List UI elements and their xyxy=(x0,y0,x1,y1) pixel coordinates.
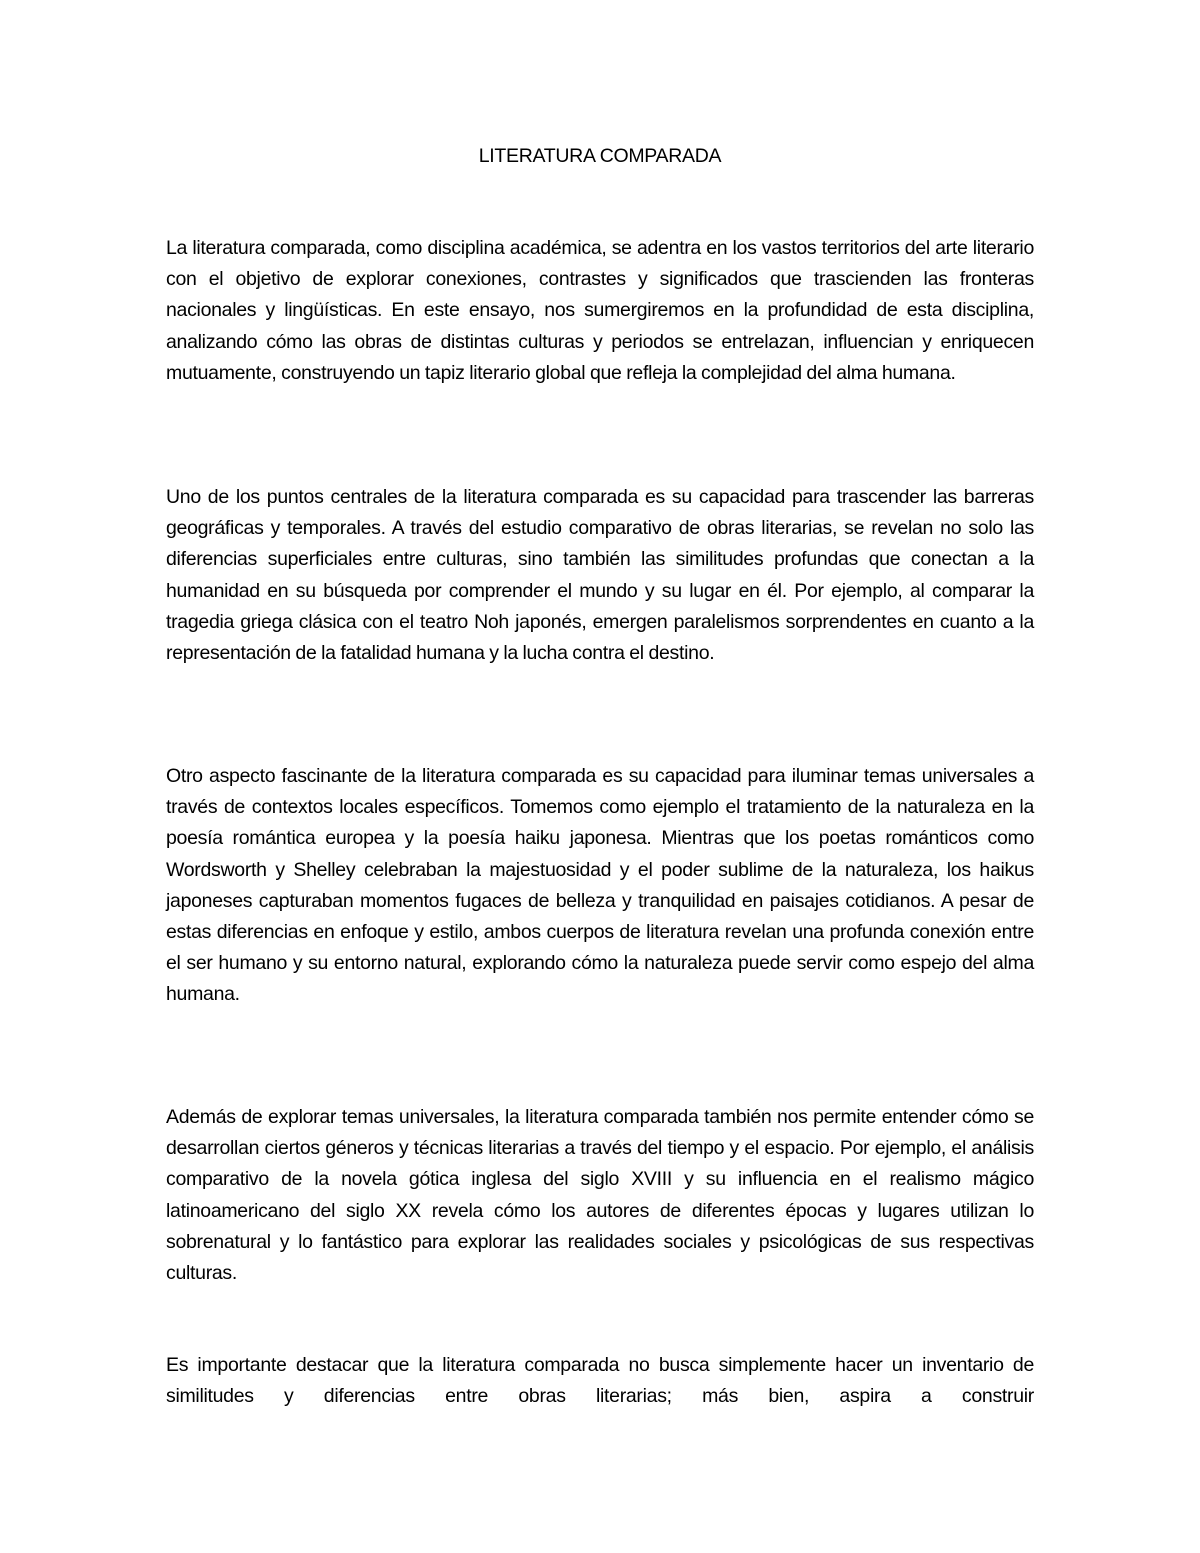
document-title: LITERATURA COMPARADA xyxy=(478,145,722,167)
paragraph-2: Uno de los puntos centrales de la literatura comparada es su capacidad para trascender las barreras geográficas y temporales. A través del estudio comparativo de obras literarias, se revelan no solo las diferencias superficiales entre culturas, sino también las similitudes profundas que conectan a la humanidad en su búsqueda por comprender el mundo y su lugar en él. Por ejemplo, al comparar la tragedia griega clásica con el teatro Noh japonés, emergen paralelismos sorprendentes en cuanto a la representación de la fatalidad humana y la lucha contra el destino. xyxy=(166,486,1034,665)
paragraph-5: Es importante destacar que la literatura comparada no busca simplemente hacer un inventario de similitudes y diferencias entre obras literarias; más bien, aspira a construir xyxy=(166,1354,1034,1408)
paragraph-4: Además de explorar temas universales, la literatura comparada también nos permite entender cómo se desarrollan ciertos géneros y técnicas literarias a través del tiempo y el espacio. Por ejemplo, el análisis comparativo de la novela gótica inglesa del siglo XVIII y su influencia en el realismo mágico latinoamericano del siglo XX revela cómo los autores de diferentes épocas y lugares utilizan lo sobrenatural y lo fantástico para explorar las realidades sociales y psicológicas de sus respectivas culturas. xyxy=(166,1106,1034,1285)
paragraph-3: Otro aspecto fascinante de la literatura comparada es su capacidad para iluminar temas universales a través de contextos locales específicos. Tomemos como ejemplo el tratamiento de la naturaleza en la poesía romántica europea y la poesía haiku japonesa. Mientras que los poetas románticos como Wordsworth y Shelley celebraban la majestuosidad y el poder sublime de la naturaleza, los haikus japoneses capturaban momentos fugaces de belleza y tranquilidad en paisajes cotidianos. A pesar de estas diferencias en enfoque y estilo, ambos cuerpos de literatura revelan una profunda conexión entre el ser humano y su entorno natural, explorando cómo la naturaleza puede servir como espejo del alma humana. xyxy=(166,765,1034,1006)
paragraph-1: La literatura comparada, como disciplina académica, se adentra en los vastos territorios del arte literario con el objetivo de explorar conexiones, contrastes y significados que trascienden las fronteras nacionales y lingüísticas. En este ensayo, nos sumergiremos en la profundidad de esta disciplina, analizando cómo las obras de distintas culturas y periodos se entrelazan, influencian y enriquecen mutuamente, construyendo un tapiz literario global que refleja la complejidad del alma humana. xyxy=(166,237,1034,384)
